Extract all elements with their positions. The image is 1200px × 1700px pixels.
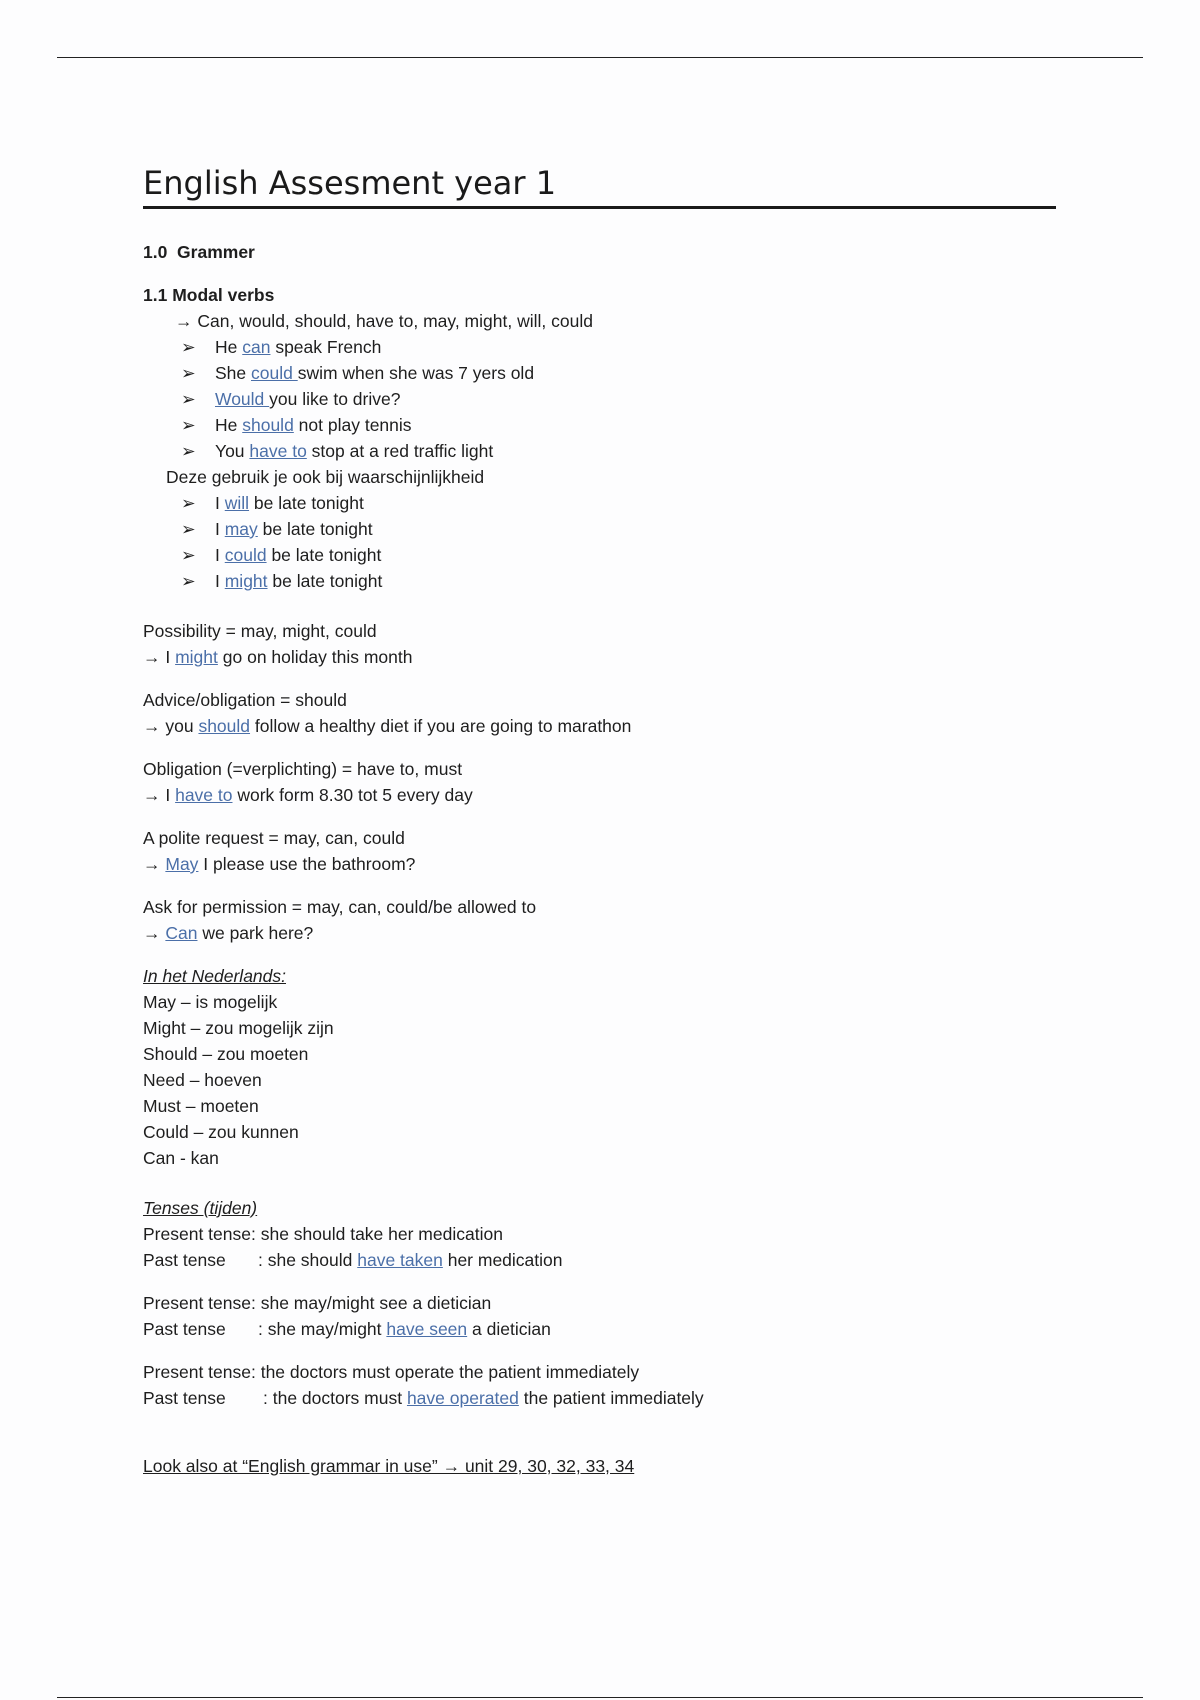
page-title: English Assesment year 1 (143, 163, 1056, 209)
past-tense (143, 1247, 1056, 1273)
dutch-list (143, 989, 1056, 1171)
present-tense: Present tense: the doctors must operate the patient immediately (143, 1362, 640, 1382)
example-post: not play tennis (293, 415, 412, 435)
usage-list (143, 618, 1056, 946)
example-pre: I (160, 647, 176, 667)
footer-rule (57, 1697, 1143, 1698)
past-post: a dietician (467, 1319, 551, 1339)
modal-verb: should (198, 716, 251, 736)
example-post: be late tonight (266, 545, 382, 565)
example-pre: you (160, 716, 199, 736)
dutch-item: Must – moeten (143, 1096, 259, 1116)
list-item (143, 568, 1056, 594)
present-tense: Present tense: she should take her medication (143, 1224, 503, 1244)
present-tense: Present tense: she may/might see a dietician (143, 1293, 492, 1313)
bullet-arrow-icon: ➢ (181, 545, 196, 565)
usage-example (143, 713, 1056, 739)
subsection-heading: 1.1 Modal verbs (143, 285, 275, 305)
bullet-arrow-icon: ➢ (181, 493, 196, 513)
arrow-icon: → (143, 716, 161, 736)
bullet-arrow-icon: ➢ (181, 363, 196, 383)
arrow-icon: → (175, 311, 193, 331)
modal-verb: could (224, 545, 267, 565)
example-post: be late tonight (267, 571, 383, 591)
dutch-item: Might – zou mogelijk zijn (143, 1018, 334, 1038)
example-post: go on holiday this month (217, 647, 413, 667)
modal-verb: Can (165, 923, 198, 943)
bullet-arrow-icon: ➢ (181, 441, 196, 461)
example-post: follow a healthy diet if you are going to marathon (250, 716, 632, 736)
example-pre: I (215, 493, 225, 513)
past-label: Past tense (143, 1250, 226, 1270)
usage-label: Ask for permission = may, can, could/be allowed to (143, 897, 537, 917)
example-post: stop at a red traffic light (306, 441, 494, 461)
example-post: be late tonight (249, 493, 364, 513)
dutch-item: May – is mogelijk (143, 992, 278, 1012)
tenses-list (143, 1221, 1056, 1411)
modal-verb: have to (175, 785, 233, 805)
arrow-icon: → (143, 647, 161, 667)
usage-example (143, 851, 1056, 877)
past-verb: have operated (406, 1388, 519, 1408)
modal-list: Can, would, should, have to, may, might, will, could (197, 311, 593, 331)
modal-list-line (143, 308, 1056, 334)
example-pre: She (215, 363, 251, 383)
modal-verb: have to (249, 441, 307, 461)
tenses-heading: Tenses (tijden) (143, 1198, 258, 1218)
example-pre: He (215, 337, 243, 357)
bullet-arrow-icon: ➢ (181, 519, 196, 539)
example-pre: He (215, 415, 243, 435)
bullet-arrow-icon: ➢ (181, 415, 196, 435)
list-item (143, 386, 1056, 412)
usage-label: A polite request = may, can, could (143, 828, 405, 848)
past-pre: : the doctors must (263, 1388, 407, 1408)
list-item (143, 412, 1056, 438)
list-item (143, 438, 1056, 464)
example-post: you like to drive? (269, 389, 401, 409)
list-item (143, 360, 1056, 386)
modal-verb: could (251, 363, 298, 383)
dutch-item: Need – hoeven (143, 1070, 262, 1090)
example-post: work form 8.30 tot 5 every day (232, 785, 473, 805)
dutch-heading: In het Nederlands: (143, 966, 287, 986)
modal-verb: Would (215, 389, 270, 409)
list-item (143, 516, 1056, 542)
example-post: I please use the bathroom? (198, 854, 416, 874)
dutch-item: Could – zou kunnen (143, 1122, 299, 1142)
example-post: we park here? (197, 923, 314, 943)
usage-example (143, 782, 1056, 808)
bullet-arrow-icon: ➢ (181, 389, 196, 409)
bullet-arrow-icon: ➢ (181, 337, 196, 357)
modal-verb: might (175, 647, 218, 667)
modal-verb: May (165, 854, 199, 874)
example-pre: I (215, 571, 225, 591)
probability-note: Deze gebruik je ook bij waarschijnlijkheid (166, 467, 485, 487)
example-pre: You (215, 441, 250, 461)
arrow-icon: → (143, 785, 161, 805)
footer-note: Look also at “English grammar in use” → unit 29, 30, 32, 33, 34 (143, 1456, 635, 1476)
list-item (143, 490, 1056, 516)
example-post: swim when she was 7 yers old (297, 363, 535, 383)
usage-example (143, 920, 1056, 946)
example-pre: I (160, 785, 176, 805)
arrow-icon: → (143, 854, 161, 874)
list-item (143, 334, 1056, 360)
modal-verb: will (224, 493, 250, 513)
example-pre: I (215, 519, 225, 539)
past-tense (143, 1385, 1056, 1411)
document-body (143, 163, 1056, 1479)
bullet-arrow-icon: ➢ (181, 571, 196, 591)
past-tense (143, 1316, 1056, 1342)
usage-example (143, 644, 1056, 670)
past-verb: have taken (357, 1250, 443, 1270)
dutch-item: Should – zou moeten (143, 1044, 309, 1064)
list-item (143, 542, 1056, 568)
modal-verb: can (242, 337, 271, 357)
example-list (143, 334, 1056, 464)
probability-list (143, 490, 1056, 594)
arrow-icon: → (143, 923, 161, 943)
past-post: her medication (442, 1250, 563, 1270)
past-label: Past tense (143, 1319, 226, 1339)
example-post: speak French (270, 337, 382, 357)
header-rule (57, 57, 1143, 58)
past-post: the patient immediately (518, 1388, 704, 1408)
usage-label: Possibility = may, might, could (143, 621, 377, 641)
usage-label: Advice/obligation = should (143, 690, 347, 710)
example-pre: I (215, 545, 225, 565)
modal-verb: should (242, 415, 294, 435)
example-post: be late tonight (257, 519, 373, 539)
past-pre: : she may/might (258, 1319, 387, 1339)
section-heading: 1.0 Grammer (143, 242, 255, 262)
dutch-item: Can - kan (143, 1148, 219, 1168)
usage-label: Obligation (=verplichting) = have to, must (143, 759, 463, 779)
modal-verb: might (224, 571, 268, 591)
past-verb: have seen (386, 1319, 468, 1339)
modal-verb: may (224, 519, 258, 539)
past-pre: : she should (258, 1250, 358, 1270)
past-label: Past tense (143, 1388, 226, 1408)
